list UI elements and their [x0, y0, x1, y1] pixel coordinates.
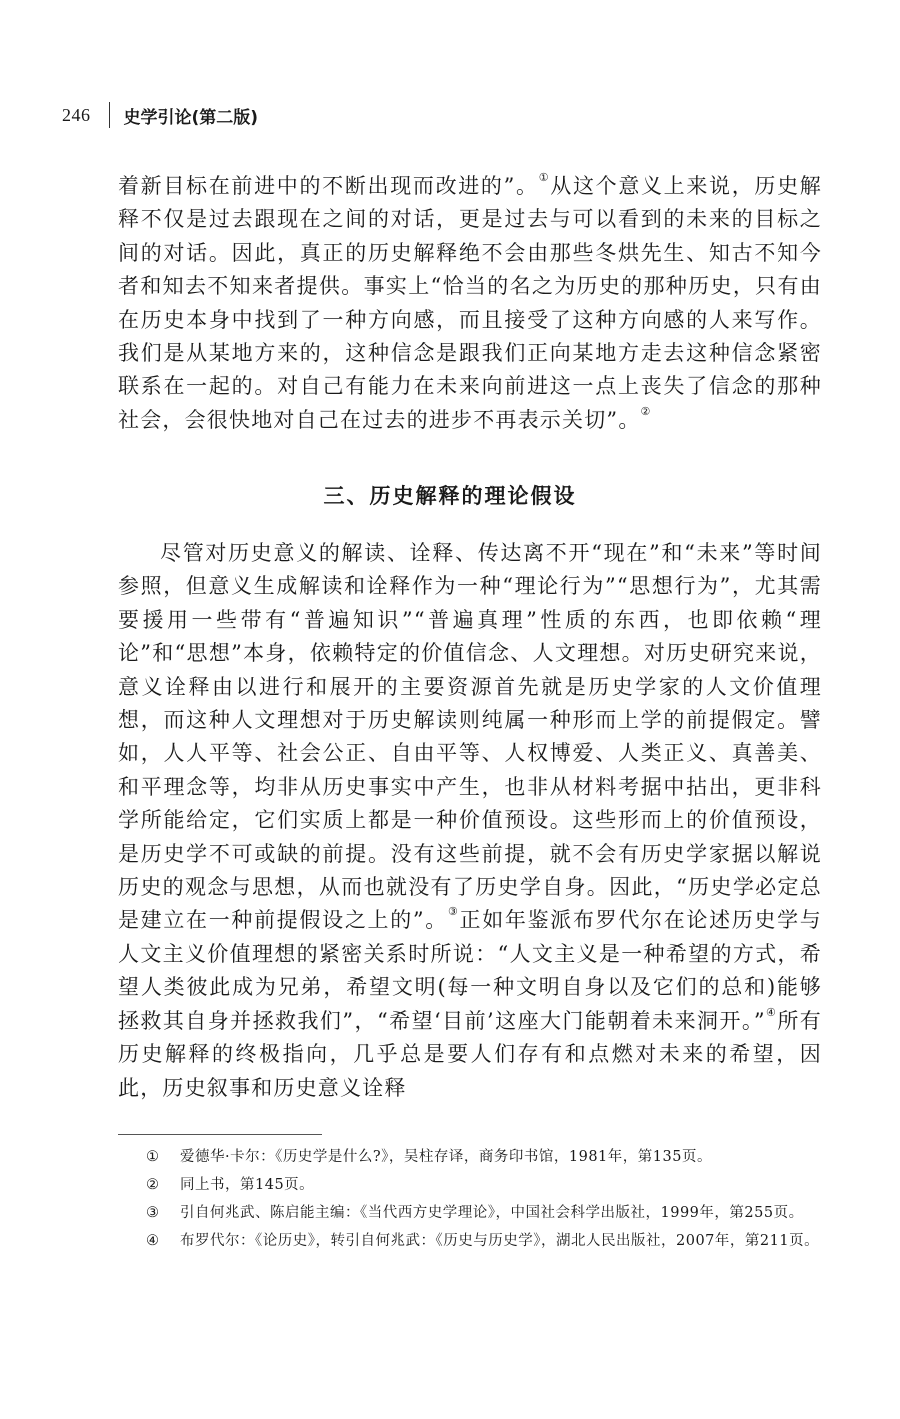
footnotes [118, 1143, 822, 1255]
footnote-4 [118, 1227, 822, 1255]
footnote-text: 引自何兆武、陈启能主编：《当代西方史学理论》，中国社会科学出版社，1999年，第255页。 [180, 1205, 804, 1221]
header-divider [109, 102, 110, 128]
paragraph-text: 尽管对历史意义的解读、诠释、传达离不开“现在”和“未来”等时间参照，但意义生成解读和诠释作为一种“理论行为”“思想行为”，尤其需要援用一些带有“普遍知识”“普遍真理”性质的东西，也即依赖“理论”和“思想”本身，依赖特定的价值信念、人文理想。对历史研究来说，意义诠释由以进行和展开的主要资源首先就是历史学家的人文价值理想，而这种人文理想对于历史解读则纯属一种形而上学的前提假定。譬如，人人平等、社会公正、自由平等、人权博爱、人类正义、真善美、和平理念等，均非从历史事实中产生，也非从材料考据中拈出，更非科学所能给定，它们实质上都是一种价值预设。这些形而上的价值预设，是历史学不可或缺的前提。没有这些前提，就不会有历史学家据以解说历史的观念与思想，从而也就没有了历史学自身。因此，“历史学必定总是建立在一种前提假设之上的”。 [118, 541, 822, 933]
footnote-mark: ③ [146, 1205, 160, 1221]
paragraph-text: 正如年鉴派布罗代尔在论述历史学与人文主义价值理想的紧密关系时所说：“人文主义是一种希望的方式，希望人类彼此成为兄弟，希望文明(每一种文明自身以及它们的总和)能够拯救其自身并拯救我们”，“希望‘目前’这座大门能朝着未来洞开。” [118, 908, 822, 1033]
footnote-ref-3[interactable]: ③ [448, 905, 460, 919]
footnote-text: 爱德华·卡尔：《历史学是什么?》，吴柱存译，商务印书馆，1981年，第135页。 [180, 1149, 712, 1165]
footnote-2 [118, 1171, 822, 1199]
footnote-text: 布罗代尔：《论历史》，转引自何兆武：《历史与历史学》，湖北人民出版社，2007年，第211页。 [180, 1233, 820, 1249]
footnote-3 [118, 1199, 822, 1227]
footnote-text: 同上书，第145页。 [180, 1177, 315, 1193]
footnote-ref-2[interactable]: ② [640, 404, 652, 418]
running-title: 史学引论(第二版) [123, 107, 259, 128]
footnote-1 [118, 1143, 822, 1171]
footnote-mark: ④ [146, 1233, 160, 1249]
page-header [62, 100, 258, 130]
footnote-mark: ② [146, 1177, 160, 1193]
footnote-ref-4[interactable]: ④ [765, 1005, 778, 1019]
paragraph-text: 着新目标在前进中的不断出现而改进的”。 [118, 174, 539, 198]
page-number: 246 [62, 104, 91, 125]
body-paragraph-2 [118, 537, 822, 1105]
footnote-ref-1[interactable]: ① [538, 171, 551, 184]
paragraph-text: 从这个意义上来说，历史解释不仅是过去跟现在之间的对话，更是过去与可以看到的未来的目标之间的对话。因此，真正的历史解释绝不会由那些冬烘先生、知古不知今者和知去不知来者提供。事实上“恰当的名之为历史的那种历史，只有由在历史本身中找到了一种方向感，而且接受了这种方向感的人来写作。我们是从某地方来的，这种信念是跟我们正向某地方走去这种信念紧密联系在一起的。对自己有能力在未来向前进这一点上丧失了信念的那种社会，会很快地对自己在过去的进步不再表示关切”。 [118, 174, 822, 432]
footnote-separator [118, 1134, 322, 1135]
section-heading: 三、历史解释的理论假设 [323, 484, 577, 508]
footnote-mark: ① [146, 1149, 160, 1165]
paragraph-text: 所有历史解释的终极指向，几乎总是要人们存有和点燃对未来的希望，因此，历史叙事和历史意义诠释 [118, 1008, 822, 1100]
body-paragraph-1 [118, 170, 822, 437]
